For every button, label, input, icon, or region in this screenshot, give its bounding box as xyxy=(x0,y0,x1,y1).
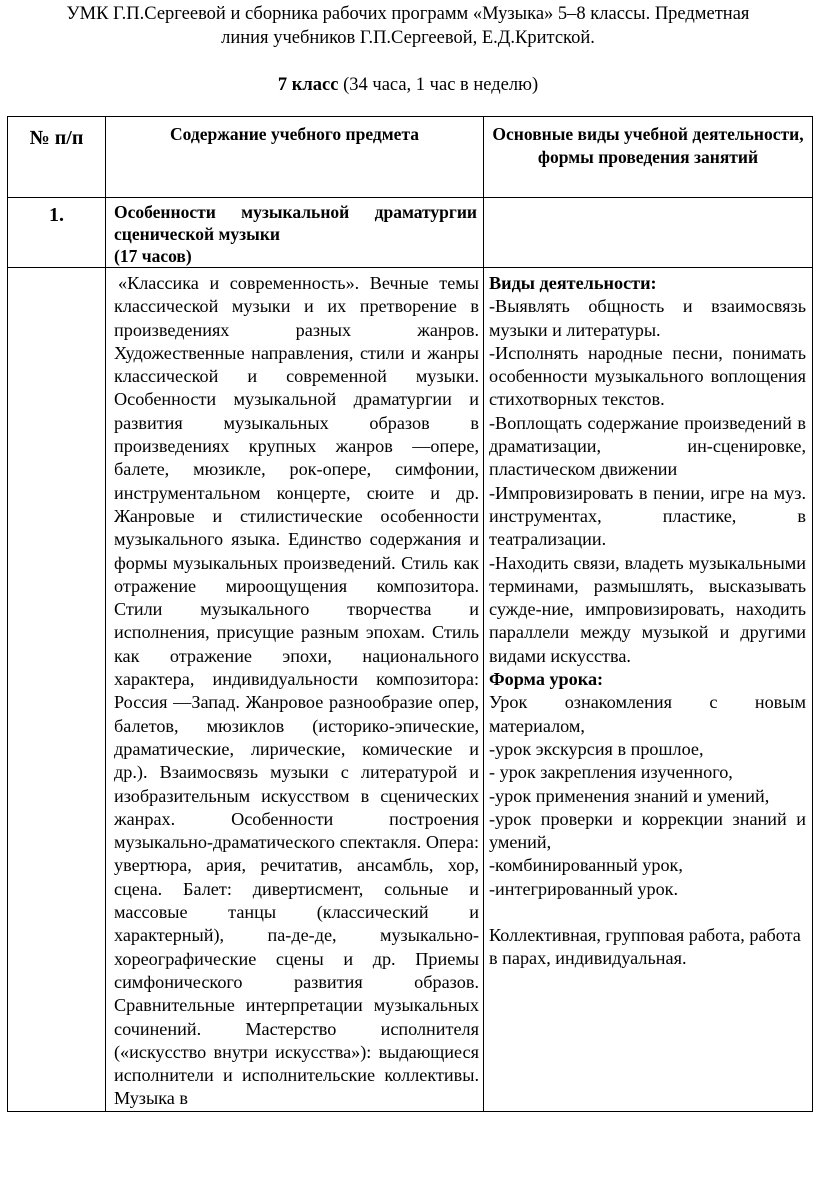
section-title-cell xyxy=(106,198,484,268)
form-item: Урок ознакомления с новым материалом, xyxy=(489,692,806,736)
form-heading: Форма урока: xyxy=(489,669,604,690)
activity-item: -Исполнять народные песни, понимать особенности музыкального воплощения стихотворных текстов. xyxy=(489,342,806,410)
activity-cell xyxy=(484,268,813,1112)
section-num-cell: 1. xyxy=(8,198,106,268)
curriculum-table xyxy=(7,116,813,1112)
spacer xyxy=(489,901,806,924)
activity-item: -Находить связи, владеть музыкальными терминами, размышлять, высказывать сужде-ние, импровизировать, находить параллели между музыкой и другими видами искусства. xyxy=(489,552,806,666)
form-item: -интегрированный урок. xyxy=(489,878,679,899)
header-line-1: УМК Г.П.Сергеевой и сборника рабочих программ «Музыка» 5–8 классы. Предметная xyxy=(66,4,750,24)
section-row xyxy=(8,198,813,268)
class-label: 7 класс xyxy=(277,75,339,95)
content-text: «Классика и современность». Вечные темы классической музыки и их претворение в произведениях разных жанров. Художественные направления, стили и жанры классической и современной музыки. Особенности музыкальной драматургии и развития музыкальных образов в произведениях крупных жанров —опере, балете, мюзикле, рок-опере, симфонии, инструментальном концерте, сюите и др. Жанровые и стилистические особенности музыкального языка. Единство содержания и формы музыкальных произведений. Стиль как отражение мироощущения композитора. Стили музыкального творчества и исполнения, присущие разным эпохам. Стиль как отражение эпохи, национального характера, индивидуальности композитора: Россия —Запад. Жанровое разнообразие опер, балетов, мюзиклов (историко-эпические, драматические, лирические, комические и др.). Взаимосвязь музыки с литературой и изобразительным искусством в сценических жанрах. Особенности построения музыкально-драматического спектакля. Опера: увертюра, ария, речитатив, ансамбль, хор, сцена. Балет: дивертисмент, сольные и массовые танцы (классический и характерный), па-де-де, музыкально-хореографические сцены и др. Приемы симфонического развития образов. Сравнительные интерпретации музыкальных сочинений. Мастерство исполнителя («искусство внутри искусства»): выдающиеся исполнители и исполнительские коллективы. Музыка в xyxy=(114,273,479,1109)
header-activity-cell: Основные виды учебной деятельности, формы проведения занятий xyxy=(484,117,813,198)
content-row xyxy=(8,268,813,1112)
activity-item: -Выявлять общность и взаимосвязь музыки и литературы. xyxy=(489,296,806,340)
work-forms: Коллективная, групповая работа, работа в парах, индивидуальная. xyxy=(489,925,801,969)
table-header-row xyxy=(8,117,813,198)
form-item: -комбинированный урок, xyxy=(489,855,683,876)
section-empty-cell xyxy=(484,198,813,268)
form-item: -урок применения знаний и умений, xyxy=(489,785,770,806)
class-line xyxy=(0,72,816,98)
content-num-cell xyxy=(8,268,106,1112)
activity-item: -Импровизировать в пении, игре на муз. инструментах, пластике, в театрализации. xyxy=(489,482,806,550)
section-hours: (17 часов) xyxy=(114,246,192,266)
section-title: Особенности музыкальной драматургии сценической музыки xyxy=(114,202,477,244)
form-item: -урок экскурсия в прошлое, xyxy=(489,738,704,759)
form-item: -урок проверки и коррекции знаний и умений, xyxy=(489,808,806,853)
content-cell xyxy=(106,268,484,1112)
document-header xyxy=(0,2,816,50)
class-hours: (34 часа, 1 час в неделю) xyxy=(338,75,539,95)
activity-item: -Воплощать содержание произведений в драматизации, ин-сценировке, пластическом движении xyxy=(489,412,806,480)
activity-heading: Виды деятельности: xyxy=(489,273,657,293)
header-num-cell: № п/п xyxy=(8,117,106,198)
header-line-2: линия учебников Г.П.Сергеевой, Е.Д.Критской. xyxy=(221,28,595,48)
header-content-cell: Содержание учебного предмета xyxy=(106,117,484,198)
form-item: - урок закрепления изученного, xyxy=(489,762,733,783)
